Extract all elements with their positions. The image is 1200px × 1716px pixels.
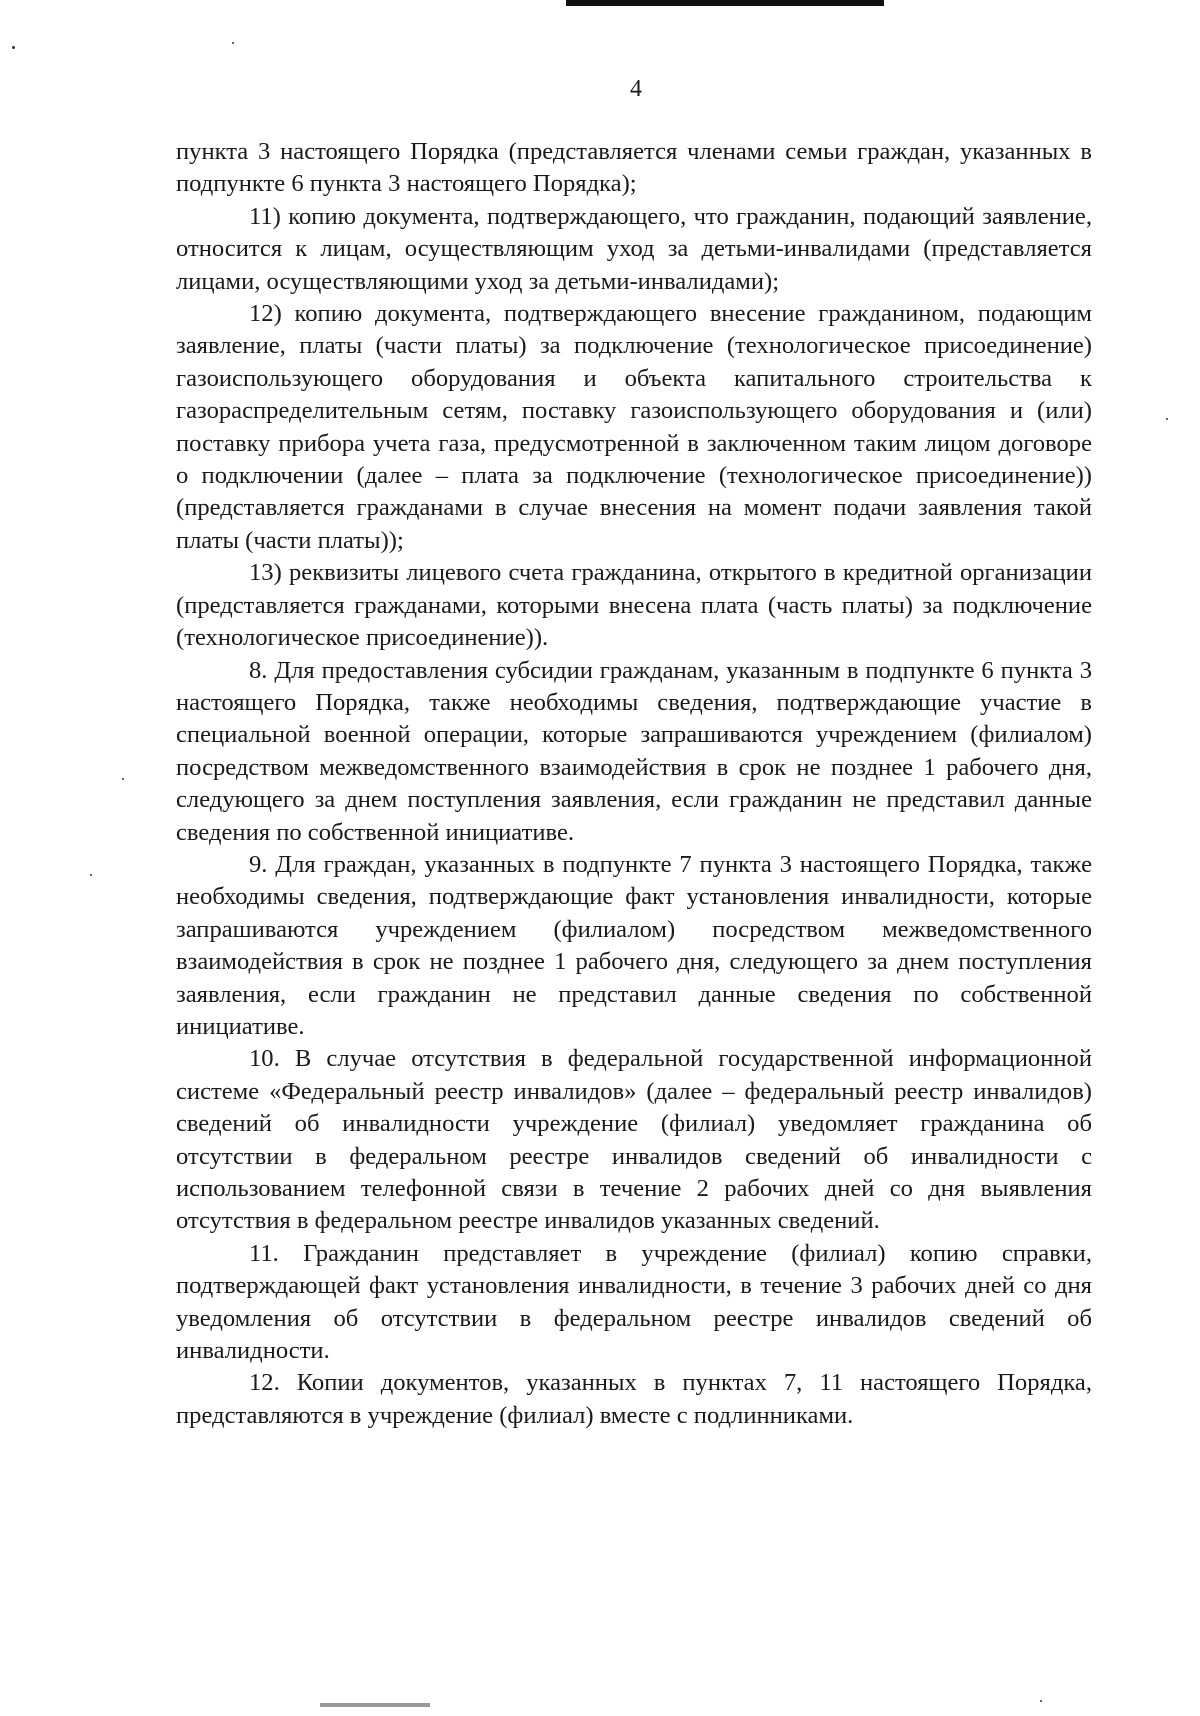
document-body (176, 136, 1092, 1432)
paragraph-item-11: 11) копию документа, подтверждающего, что гражданин, подающий заявление, относится к лицам, осуществляющим уход за детьми-инвалидами (представляется лицами, осуществляющими уход за детьми-инвалидами); (176, 202, 1092, 295)
paragraph-clause-8: 8. Для предоставления субсидии гражданам, указанным в подпункте 6 пункта 3 настоящего Порядка, также необходимы сведения, подтверждающие участие в специальной военной операции, которые запрашиваются учреждением (филиалом) посредством межведомственного взаимодействия в срок не позднее 1 рабочего дня, следующего за днем поступления заявления, если гражданин не представил данные сведения по собственной инициативе. (176, 656, 1092, 846)
paragraph-item-13: 13) реквизиты лицевого счета гражданина, открытого в кредитной организации (представляется гражданами, которыми внесена плата (часть платы) за подключение (технологическое присоединение)). (176, 559, 1092, 652)
paragraph-clause-12: 12. Копии документов, указанных в пунктах 7, 11 настоящего Порядка, представляются в учреждение (филиал) вместе с подлинниками. (176, 1369, 1092, 1429)
paragraph-clause-10: 10. В случае отсутствия в федеральной государственной информационной системе «Федеральный реестр инвалидов» (далее – федеральный реестр инвалидов) сведений об инвалидности учреждение (филиал) уведомляет гражданина об отсутствии в федеральном реестре инвалидов сведений об инвалидности с использованием телефонной связи в течение 2 рабочих дней со дня выявления отсутствия в федеральном реестре инвалидов указанных сведений. (176, 1045, 1092, 1235)
scan-speck (1040, 1700, 1042, 1702)
scan-artifact-bottom (320, 1703, 430, 1707)
scan-speck (232, 42, 234, 44)
paragraph-clause-11: 11. Гражданин представляет в учреждение (филиал) копию справки, подтверждающей факт установления инвалидности, в течение 3 рабочих дней со дня уведомления об отсутствии в федеральном реестре инвалидов сведений об инвалидности. (176, 1239, 1092, 1365)
page-number: 4 (630, 76, 642, 102)
scan-speck (90, 874, 92, 876)
paragraph-continuation: пункта 3 настоящего Порядка (представляется членами семьи граждан, указанных в подпункте 6 пункта 3 настоящего Порядка); (176, 138, 1092, 198)
scan-speck (122, 778, 124, 780)
scan-artifact-top (566, 0, 884, 6)
paragraph-item-12: 12) копию документа, подтверждающего внесение гражданином, подающим заявление, платы (части платы) за подключение (технологическое присоединение) газоиспользующего оборудования и объекта капитального строительства к газораспределительным сетям, поставку газоиспользующего оборудования и (или) поставку прибора учета газа, предусмотренной в заключенном таким лицом договоре о подключении (далее – плата за подключение (технологическое присоединение)) (представляется гражданами в случае внесения на момент подачи заявления такой платы (части платы)); (176, 300, 1092, 554)
paragraph-clause-9: 9. Для граждан, указанных в подпункте 7 пункта 3 настоящего Порядка, также необходимы сведения, подтверждающие факт установления инвалидности, которые запрашиваются учреждением (филиалом) посредством межведомственного взаимодействия в срок не позднее 1 рабочего дня, следующего за днем поступления заявления, если гражданин не представил данные сведения по собственной инициативе. (176, 850, 1092, 1040)
scan-speck (1166, 418, 1168, 420)
scan-speck (12, 46, 15, 49)
